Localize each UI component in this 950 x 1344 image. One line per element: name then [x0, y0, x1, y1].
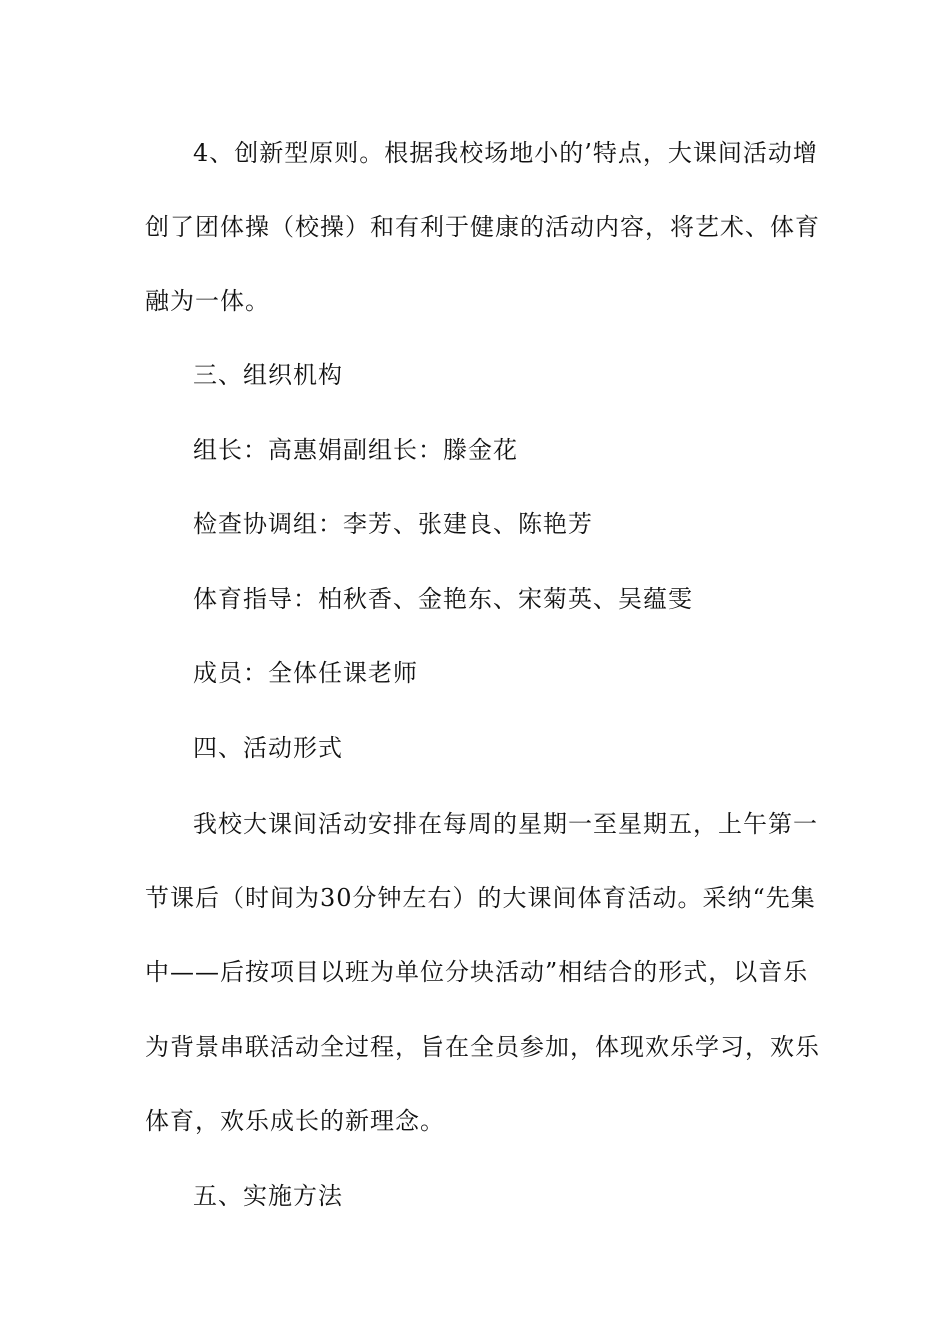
paragraph-principle-4: 4、创新型原则。根据我校场地小的’特点，大课间活动增	[193, 139, 818, 167]
section-heading-implementation: 五、实施方法	[193, 1182, 343, 1210]
org-pe-guidance: 体育指导：柏秋香、金艳东、宋菊英、吴蕴雯	[193, 585, 693, 613]
paragraph-activity-form-cont-1: 节课后（时间为30分钟左右）的大课间体育活动。采纳“先集	[145, 884, 816, 912]
paragraph-activity-form-cont-3: 为背景串联活动全过程，旨在全员参加，体现欢乐学习，欢乐	[145, 1033, 820, 1061]
paragraph-activity-form-cont-2: 中——后按项目以班为单位分块活动”相结合的形式，以音乐	[145, 958, 809, 986]
paragraph-activity-form: 我校大课间活动安排在每周的星期一至星期五，上午第一	[193, 810, 818, 838]
section-heading-organization: 三、组织机构	[193, 361, 343, 389]
paragraph-principle-4-cont-2: 融为一体。	[145, 287, 270, 315]
paragraph-activity-form-cont-4: 体育，欢乐成长的新理念。	[145, 1107, 445, 1135]
org-leaders: 组长：高惠娟副组长：滕金花	[193, 436, 518, 464]
org-members: 成员：全体任课老师	[193, 659, 418, 687]
paragraph-principle-4-cont-1: 创了团体操（校操）和有利于健康的活动内容，将艺术、体育	[145, 213, 820, 241]
org-inspection-group: 检查协调组：李芳、张建良、陈艳芳	[193, 510, 593, 538]
section-heading-activity-form: 四、活动形式	[193, 734, 343, 762]
